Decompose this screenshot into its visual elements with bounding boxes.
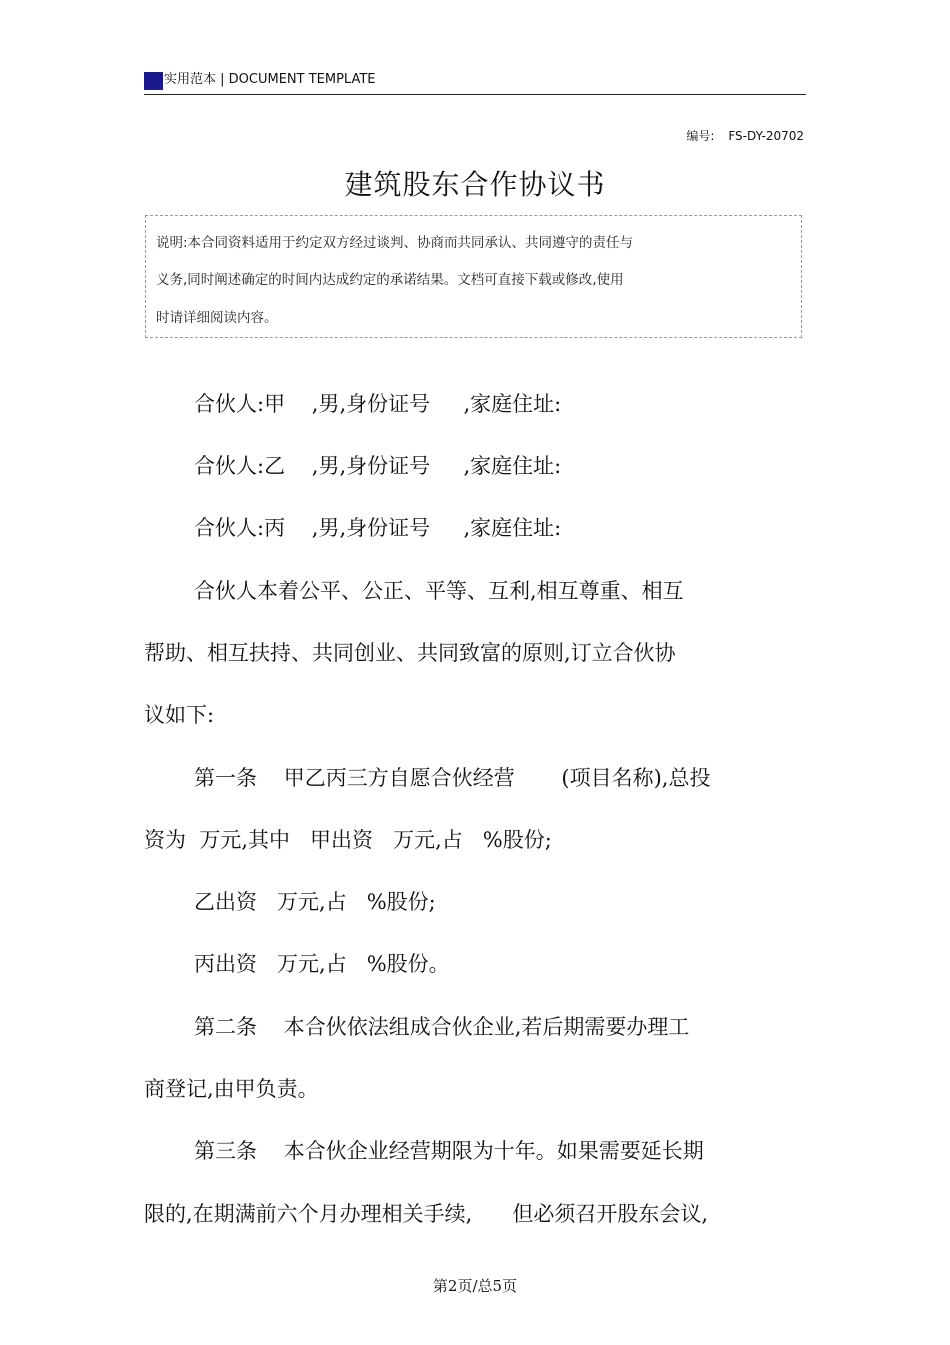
body-line: 合伙人本着公平、公正、平等、互利,相互尊重、相互 (194, 579, 684, 603)
document-number-label: 编号: (686, 129, 715, 143)
page-footer: 第2页/总5页 (432, 1277, 518, 1295)
body-line: 乙出资 万元,占 %股份; (194, 890, 436, 914)
body-line-partner-c: 合伙人:丙 ,男,身份证号 ,家庭住址: (194, 516, 562, 540)
body-line: 帮助、相互扶持、共同创业、共同致富的原则,订立合伙协 (144, 641, 676, 665)
body-line-partner-a: 合伙人:甲 ,男,身份证号 ,家庭住址: (194, 392, 562, 416)
body-line: 丙出资 万元,占 %股份。 (194, 952, 450, 976)
document-number-value: FS-DY-20702 (728, 129, 804, 143)
logo-square-icon (144, 72, 163, 90)
document-title: 建筑股东合作协议书 (344, 168, 606, 201)
note-line: 时请详细阅读内容。 (156, 310, 278, 326)
body-line-article-1: 第一条 甲乙丙三方自愿合伙经营 (项目名称),总投 (194, 766, 711, 790)
body-line-article-2: 第二条 本合伙依法组成合伙企业,若后期需要办理工 (194, 1015, 690, 1039)
body-line-partner-b: 合伙人:乙 ,男,身份证号 ,家庭住址: (194, 454, 562, 478)
body-line-article-3: 第三条 本合伙企业经营期限为十年。如果需要延长期 (194, 1139, 704, 1163)
document-number (686, 127, 804, 144)
note-line: 说明:本合同资料适用于约定双方经过谈判、协商而共同承认、共同遵守的责任与 (156, 235, 634, 251)
body-line: 资为 万元,其中 甲出资 万元,占 %股份; (144, 828, 552, 852)
body-line: 限的,在期满前六个月办理相关手续, 但必须召开股东会议, (144, 1202, 709, 1226)
header-text: 实用范本 | DOCUMENT TEMPLATE (164, 72, 376, 87)
body-line: 议如下: (144, 703, 215, 727)
note-line: 义务,同时阐述确定的时间内达成约定的承诺结果。文档可直接下载或修改,使用 (156, 272, 624, 288)
document-header (144, 70, 806, 95)
body-line: 商登记,由甲负责。 (144, 1077, 319, 1101)
note-box (145, 215, 802, 338)
